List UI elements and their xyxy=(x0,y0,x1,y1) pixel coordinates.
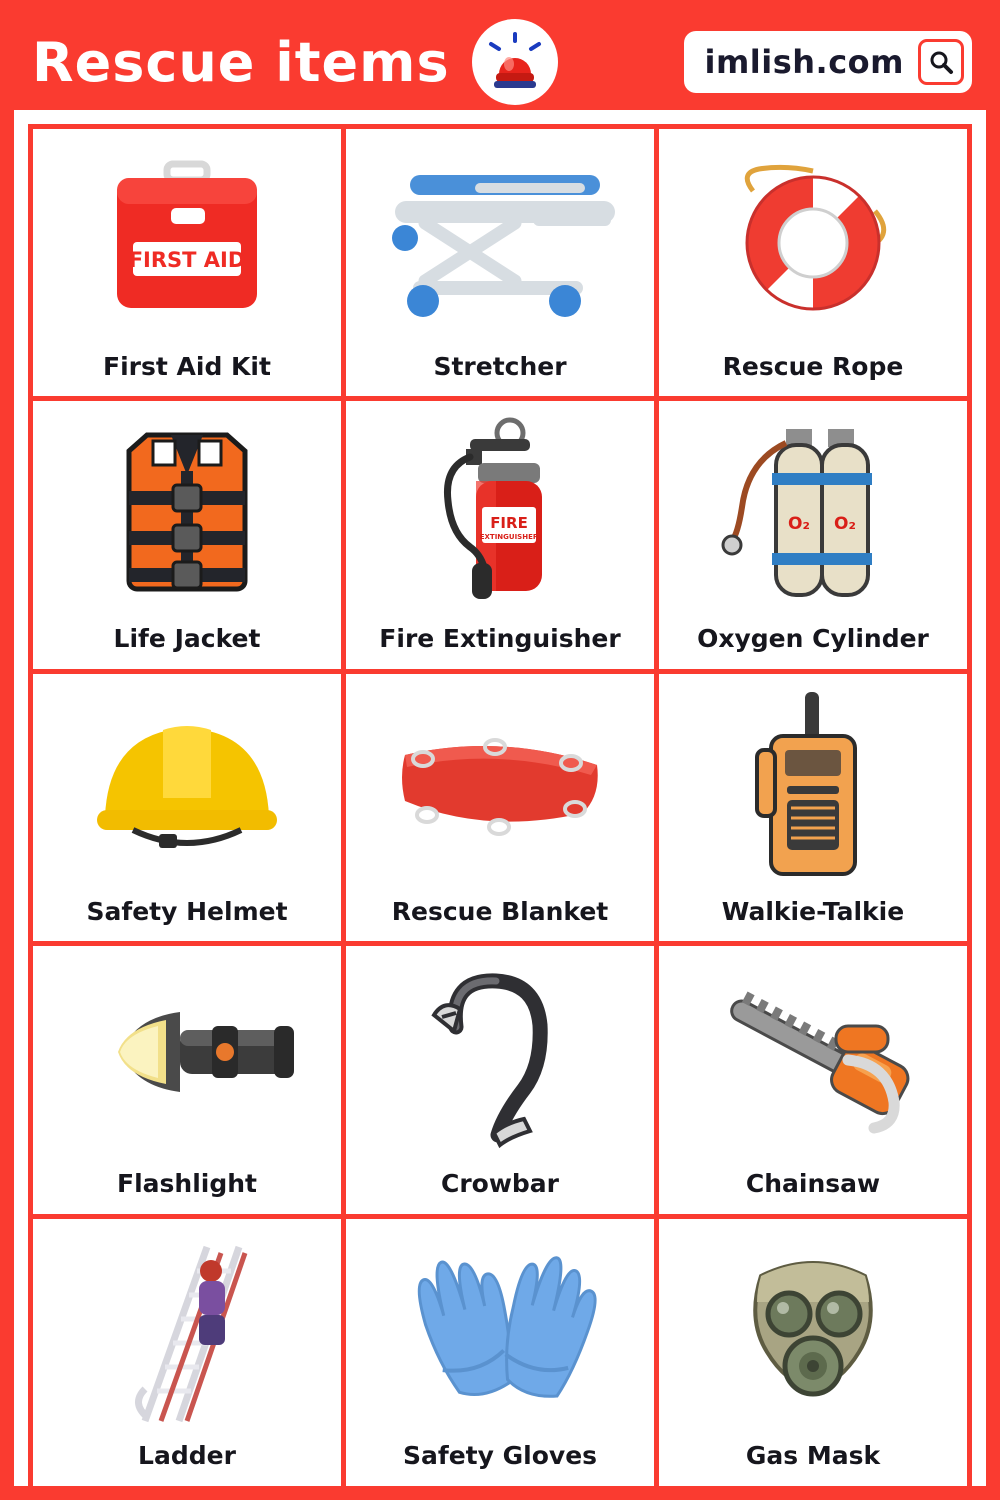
item-card[interactable] xyxy=(346,946,654,1213)
siren-icon xyxy=(472,19,558,105)
gas-mask-icon xyxy=(659,1219,967,1443)
item-card[interactable] xyxy=(33,1219,341,1486)
item-label: Safety Helmet xyxy=(86,896,288,926)
item-card[interactable] xyxy=(659,674,967,941)
item-card[interactable] xyxy=(33,674,341,941)
item-card[interactable] xyxy=(659,401,967,668)
item-card[interactable] xyxy=(33,129,341,396)
item-label: Stretcher xyxy=(433,351,567,381)
walkie-talkie-icon xyxy=(659,674,967,898)
flashlight-icon xyxy=(33,946,341,1170)
item-card[interactable] xyxy=(659,129,967,396)
item-card[interactable] xyxy=(346,401,654,668)
site-badge xyxy=(684,31,972,93)
item-card[interactable] xyxy=(659,946,967,1213)
item-label: Walkie-Talkie xyxy=(721,896,905,926)
item-label: Rescue Blanket xyxy=(391,896,609,926)
item-label: Crowbar xyxy=(440,1169,560,1199)
chainsaw-icon xyxy=(659,946,967,1170)
svg-text:FIRST AID: FIRST AID xyxy=(128,247,246,272)
item-card[interactable] xyxy=(33,946,341,1213)
safety-gloves-icon xyxy=(346,1219,654,1443)
item-label: Oxygen Cylinder xyxy=(697,624,929,654)
first-aid-kit-icon xyxy=(33,129,341,353)
item-label: Rescue Rope xyxy=(722,351,904,381)
site-url: imlish.com xyxy=(704,43,904,81)
svg-text:EXTINGUISHER: EXTINGUISHER xyxy=(479,532,539,541)
item-label: Chainsaw xyxy=(745,1169,881,1199)
svg-text:O₂: O₂ xyxy=(834,514,856,535)
item-label: Fire Extinguisher xyxy=(379,624,621,654)
life-ring-icon xyxy=(659,129,967,353)
search-icon[interactable] xyxy=(918,39,964,85)
item-label: Flashlight xyxy=(117,1169,257,1199)
item-card[interactable] xyxy=(346,674,654,941)
oxygen-cylinder-icon xyxy=(659,401,967,625)
rescue-blanket-icon xyxy=(346,674,654,898)
item-label: Safety Gloves xyxy=(402,1441,598,1471)
crowbar-icon xyxy=(346,946,654,1170)
item-label: First Aid Kit xyxy=(103,351,271,381)
items-grid xyxy=(28,124,972,1486)
item-card[interactable] xyxy=(33,401,341,668)
fire-extinguisher-icon xyxy=(346,401,654,625)
ladder-icon xyxy=(33,1219,341,1443)
item-card[interactable] xyxy=(346,129,654,396)
item-label: Ladder xyxy=(138,1441,236,1471)
svg-text:O₂: O₂ xyxy=(788,514,810,535)
item-label: Life Jacket xyxy=(113,624,261,654)
poster-header xyxy=(14,14,986,110)
safety-helmet-icon xyxy=(33,674,341,898)
life-jacket-icon xyxy=(33,401,341,625)
item-label: Gas Mask xyxy=(745,1441,881,1471)
svg-text:FIRE: FIRE xyxy=(490,513,528,532)
page-title: Rescue items xyxy=(32,30,450,94)
item-card[interactable] xyxy=(346,1219,654,1486)
stretcher-icon xyxy=(346,129,654,353)
item-card[interactable] xyxy=(659,1219,967,1486)
